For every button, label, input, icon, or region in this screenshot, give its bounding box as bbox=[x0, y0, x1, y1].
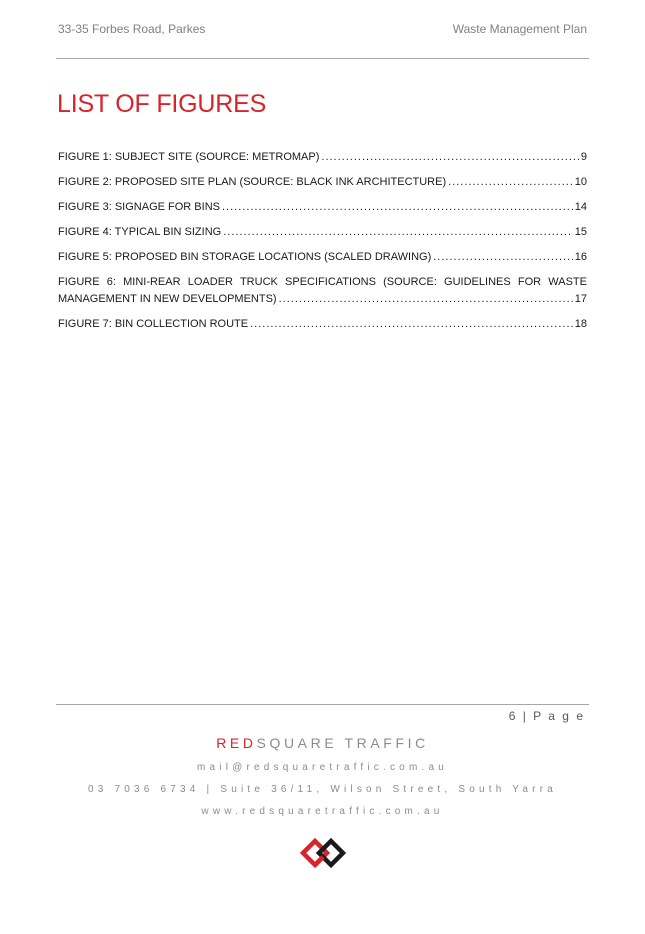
figure-label: FIGURE 4: TYPICAL BIN SIZING bbox=[58, 226, 222, 238]
footer-address: 03 7036 6734 | Suite 36/11, Wilson Street, South Yarra bbox=[88, 784, 557, 795]
figure-entry-6[interactable] bbox=[58, 274, 587, 308]
figure-label-line2: MANAGEMENT IN NEW DEVELOPMENTS) bbox=[58, 293, 277, 305]
figure-label: FIGURE 2: PROPOSED SITE PLAN (SOURCE: BLACK INK ARCHITECTURE) bbox=[58, 176, 447, 188]
figure-entry-2[interactable] bbox=[58, 174, 587, 191]
figure-label: FIGURE 5: PROPOSED BIN STORAGE LOCATIONS (SCALED DRAWING) bbox=[58, 251, 432, 263]
figure-label-line1: FIGURE 6: MINI-REAR LOADER TRUCK SPECIFICATIONS (SOURCE: GUIDELINES FOR WASTE bbox=[58, 276, 587, 288]
figures-list bbox=[58, 149, 587, 341]
figure-label: FIGURE 1: SUBJECT SITE (SOURCE: METROMAP) bbox=[58, 151, 320, 163]
brand-name bbox=[0, 735, 645, 751]
figure-page-number: 15 bbox=[574, 226, 587, 238]
brand-name-rest: SQUARE TRAFFIC bbox=[256, 735, 429, 751]
header-document-title: Waste Management Plan bbox=[452, 22, 587, 36]
dot-leader bbox=[433, 249, 573, 266]
figure-page-number: 17 bbox=[574, 293, 587, 305]
figure-page-number: 18 bbox=[574, 318, 587, 330]
figure-label-line2-row bbox=[58, 291, 587, 308]
figure-entry-5[interactable] bbox=[58, 249, 587, 266]
dot-leader bbox=[448, 174, 573, 191]
footer-divider bbox=[56, 704, 589, 705]
figure-entry-1[interactable] bbox=[58, 149, 587, 166]
page-number: 6 | P a g e bbox=[508, 709, 585, 723]
footer-website[interactable]: www.redsquaretraffic.com.au bbox=[201, 806, 444, 817]
page-header bbox=[58, 22, 587, 36]
figure-label: FIGURE 3: SIGNAGE FOR BINS bbox=[58, 201, 220, 213]
figure-page-number: 9 bbox=[580, 151, 587, 163]
figure-entry-4[interactable] bbox=[58, 224, 587, 241]
dot-leader bbox=[222, 199, 573, 216]
header-address: 33-35 Forbes Road, Parkes bbox=[58, 22, 206, 36]
page-title: LIST OF FIGURES bbox=[57, 90, 267, 118]
header-divider bbox=[56, 58, 589, 59]
figure-entry-3[interactable] bbox=[58, 199, 587, 216]
dot-leader bbox=[250, 316, 573, 333]
figure-page-number: 14 bbox=[574, 201, 587, 213]
brand-name-red: RED bbox=[216, 735, 257, 751]
figure-page-number: 16 bbox=[574, 251, 587, 263]
figure-label: FIGURE 7: BIN COLLECTION ROUTE bbox=[58, 318, 249, 330]
figure-entry-7[interactable] bbox=[58, 316, 587, 333]
dot-leader bbox=[223, 224, 573, 241]
dot-leader bbox=[321, 149, 578, 166]
footer-email[interactable]: mail@redsquaretraffic.com.au bbox=[197, 762, 448, 773]
dot-leader bbox=[279, 291, 573, 308]
figure-page-number: 10 bbox=[574, 176, 587, 188]
red-square-diamond-logo-icon bbox=[300, 834, 346, 872]
